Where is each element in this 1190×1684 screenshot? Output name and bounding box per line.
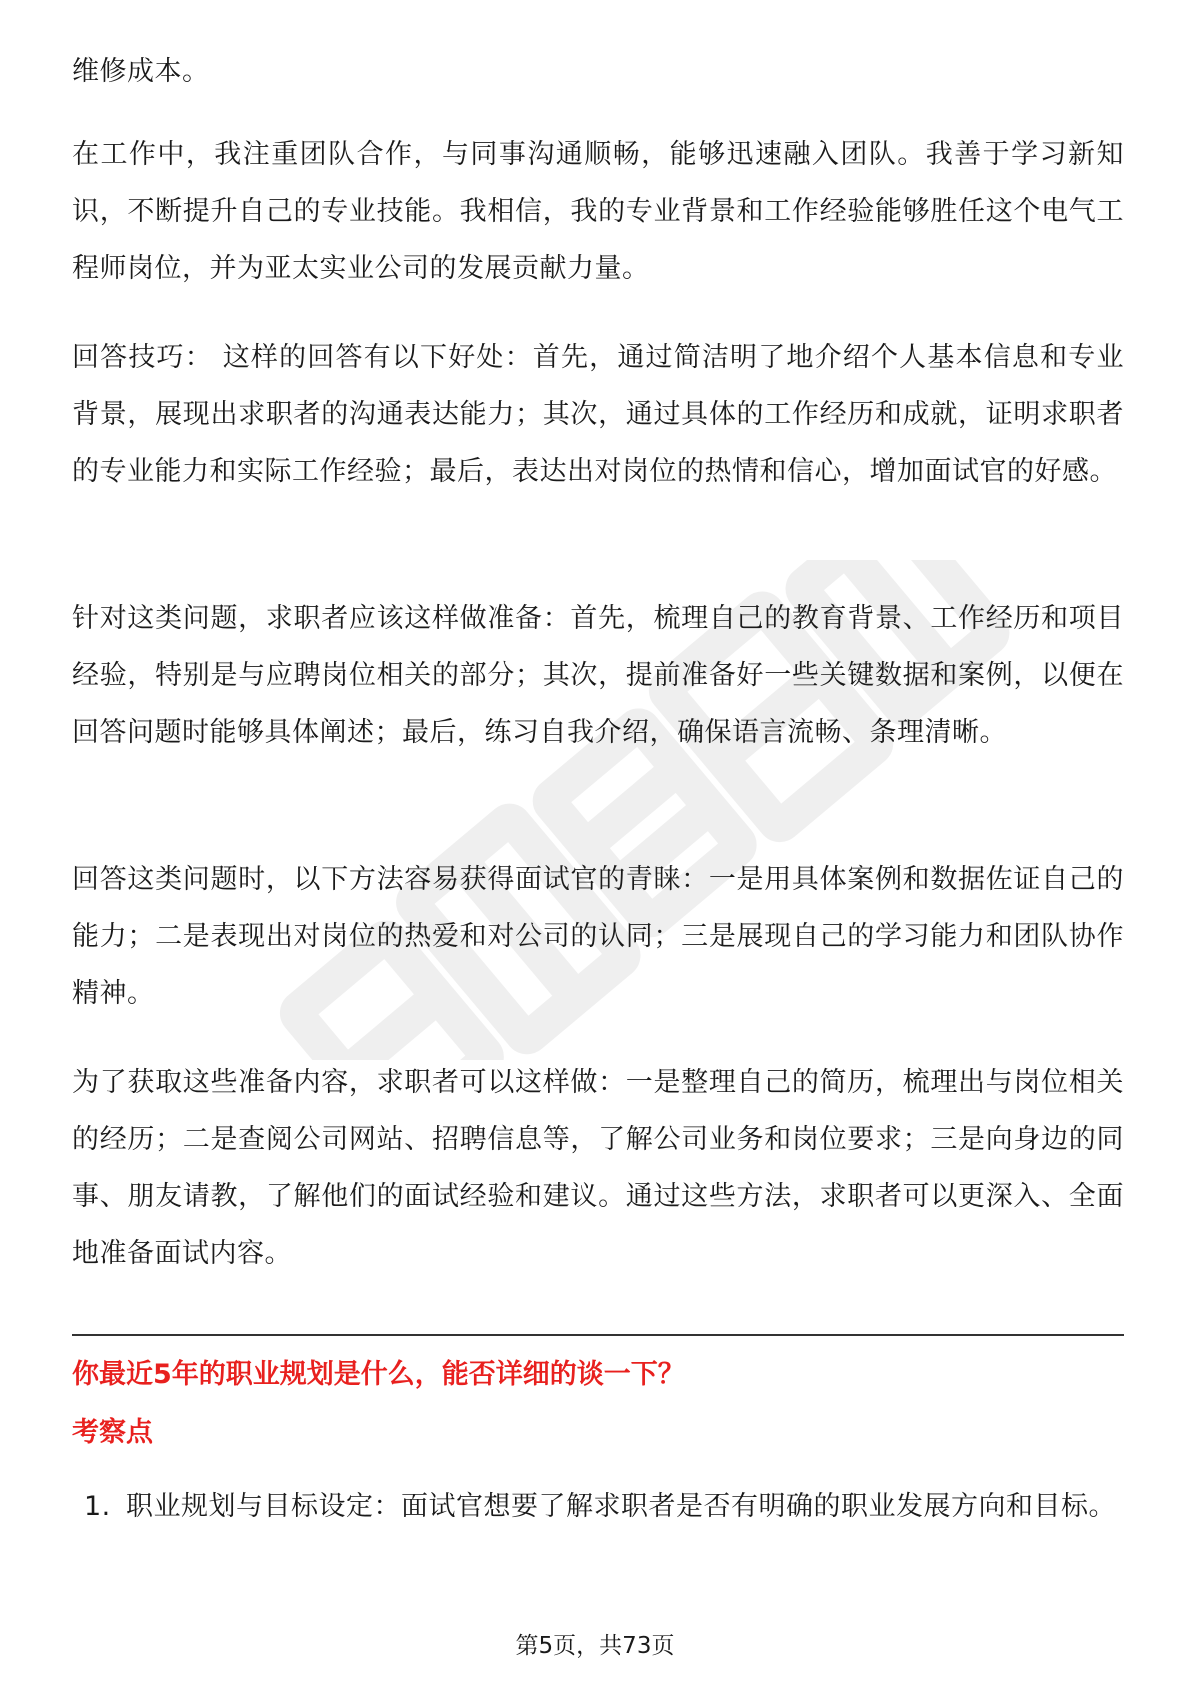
paragraph-work-teamwork: 在工作中，我注重团队合作，与同事沟通顺畅，能够迅速融入团队。我善于学习新知识，不断提升自己的专业技能。我相信，我的专业背景和工作经验能够胜任这个电气工程师岗位，并为亚太实业公司的发展贡献力量。: [72, 139, 1124, 284]
focus-points-list: [72, 1478, 1124, 1535]
paragraph-favor-methods: 回答这类问题时，以下方法容易获得面试官的青睐：一是用具体案例和数据佐证自己的能力；二是表现出对岗位的热爱和对公司的认同；三是展现自己的学习能力和团队协作精神。: [72, 864, 1124, 1009]
paragraph-preparation: 针对这类问题，求职者应该这样做准备：首先，梳理自己的教育背景、工作经历和项目经验，特别是与应聘岗位相关的部分；其次，提前准备好一些关键数据和案例，以便在回答问题时能够具体阐述；最后，练习自我介绍，确保语言流畅、条理清晰。: [72, 603, 1124, 748]
paragraph-continuation: 维修成本。: [72, 56, 210, 87]
section-title-focus-points: 考察点: [72, 1417, 153, 1448]
paragraph-answer-tips: 回答技巧： 这样的回答有以下好处：首先，通过简洁明了地介绍个人基本信息和专业背景，展现出求职者的沟通表达能力；其次，通过具体的工作经历和成就，证明求职者的专业能力和实际工作经验；最后，表达出对岗位的热情和信心，增加面试官的好感。: [72, 342, 1124, 487]
list-item-text: 职业规划与目标设定：面试官想要了解求职者是否有明确的职业发展方向和目标。: [126, 1491, 1116, 1522]
paragraph-gather-content: 为了获取这些准备内容，求职者可以这样做：一是整理自己的简历，梳理出与岗位相关的经历；二是查阅公司网站、招聘信息等，了解公司业务和岗位要求；三是向身边的同事、朋友请教，了解他们的面试经验和建议。通过这些方法，求职者可以更深入、全面地准备面试内容。: [72, 1067, 1124, 1269]
question-heading: 你最近5年的职业规划是什么，能否详细的谈一下？: [72, 1359, 685, 1390]
list-item-number: 1.: [84, 1491, 111, 1522]
page-footer: 第5页，共73页: [515, 1633, 675, 1659]
section-divider: [72, 1334, 1124, 1336]
list-item: [72, 1478, 1124, 1535]
